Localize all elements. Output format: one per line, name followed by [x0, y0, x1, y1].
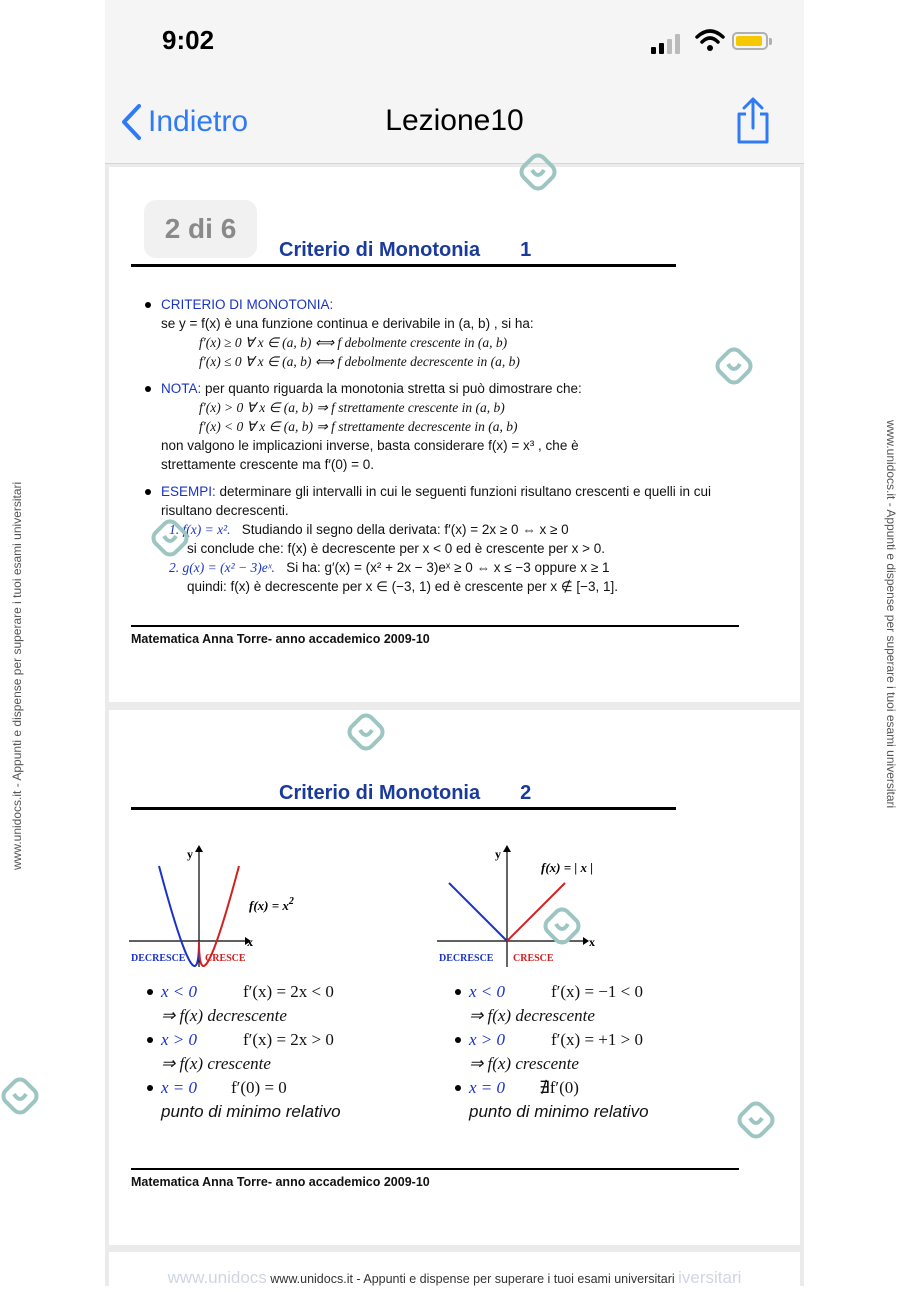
criterio-block: [143, 295, 743, 371]
slide-footer: Matematica Anna Torre- anno accademico 2009-10: [131, 632, 430, 646]
wifi-icon: [695, 28, 725, 52]
esempi-block: [143, 482, 743, 596]
slide-page-1: [109, 167, 800, 702]
condition: x = 0: [161, 1078, 198, 1097]
watermark-logo-icon: [714, 346, 754, 386]
cresce-label: CRESCE: [513, 953, 554, 964]
criterio-label: CRITERIO DI MONOTONIA:: [161, 297, 334, 312]
nota-line-2: f′(x) < 0 ∀ x ∈ (a, b) ⇒ f strettamente decrescente in (a, b): [199, 419, 518, 434]
implication: ⇒ f(x) decrescente: [161, 1006, 287, 1025]
back-label: Indietro: [148, 105, 249, 138]
criterio-intro: se y = f(x) è una funzione continua e derivabile in (a, b) , si ha:: [161, 316, 534, 331]
battery-icon: [732, 32, 768, 50]
nota-line-1: f′(x) > 0 ∀ x ∈ (a, b) ⇒ f strettamente crescente in (a, b): [199, 400, 505, 415]
slide-body: [143, 295, 743, 604]
nota-text: per quanto riguarda la monotonia stretta si può dimostrare che:: [205, 381, 582, 396]
example-2-conclusion: quindi: f(x) è decrescente per x ∈ (−3, 1) ed è crescente per x ∉ [−3, 1].: [187, 579, 618, 594]
implication: ⇒ f(x) crescente: [161, 1054, 271, 1073]
nota-block: [143, 379, 743, 474]
cresce-label: CRESCE: [205, 953, 246, 964]
derivative: f′(x) = −1 < 0: [551, 982, 643, 1001]
example-2-function: 2. g(x) = (x² − 3)eˣ.: [169, 560, 275, 575]
chevron-left-icon: [120, 103, 142, 141]
derivative: f′(x) = 2x < 0: [243, 982, 334, 1001]
implication: ⇒ f(x) crescente: [469, 1054, 579, 1073]
criterio-line-2: f′(x) ≤ 0 ∀ x ∈ (a, b) ⟺ f debolmente decrescente in (a, b): [199, 354, 520, 369]
derivative: f′(x) = 2x > 0: [243, 1030, 334, 1049]
example-1-text: Studiando il segno della derivata: f′(x) = 2x ≥ 0 ⇔ x ≥ 0: [241, 522, 569, 537]
esempi-label: ESEMPI:: [161, 484, 216, 499]
title-rule: [131, 264, 676, 267]
y-axis-label: y: [187, 847, 193, 861]
footer-rule: [131, 1168, 739, 1170]
condition: x = 0: [469, 1078, 506, 1097]
derivative: f′(x) = +1 > 0: [551, 1030, 643, 1049]
phone-screen: [105, 0, 804, 1286]
criterio-line-1: f′(x) ≥ 0 ∀ x ∈ (a, b) ⟺ f debolmente crescente in (a, b): [199, 335, 508, 350]
condition: x < 0: [469, 982, 506, 1001]
slide-footer: Matematica Anna Torre- anno accademico 2009-10: [131, 1175, 430, 1189]
watermark-logo-icon: [150, 518, 190, 558]
function-label: $f(x) = x^2$: [249, 896, 294, 913]
slide-page-2: [109, 710, 800, 1245]
watermark-bottom: www.unidocs www.unidocs.it - Appunti e dispense per superare i tuoi esami universitari iversitari: [167, 1268, 742, 1287]
slide-title: Criterio di Monotonia 1: [279, 239, 532, 261]
left-derivative-list: [145, 980, 341, 1124]
page-indicator: 2 di 6: [144, 200, 257, 258]
decresce-label: DECRESCE: [131, 953, 186, 964]
condition: x < 0: [161, 982, 198, 1001]
watermark-logo-icon: [346, 712, 386, 752]
back-button[interactable]: [120, 103, 248, 141]
nota-label: NOTA:: [161, 381, 202, 396]
condition: x > 0: [469, 1030, 506, 1049]
decresce-label: DECRESCE: [439, 953, 494, 964]
watermark-left: www.unidocs.it - Appunti e dispense per superare i tuoi esami universitari: [10, 481, 24, 870]
implication: punto di minimo relativo: [469, 1102, 649, 1121]
x-axis-label: x: [589, 935, 595, 949]
x-axis-label: x: [247, 935, 253, 949]
status-time: 9:02: [162, 25, 215, 55]
esempi-text: determinare gli intervalli in cui le seguenti funzioni risultano crescenti e quelli in cui risultano decrescenti.: [161, 484, 712, 518]
nota-end-2: strettamente crescente ma f′(0) = 0.: [161, 457, 374, 472]
footer-rule: [131, 625, 739, 627]
title-rule: [131, 807, 676, 810]
watermark-logo-icon: [0, 1076, 40, 1116]
implication: ⇒ f(x) decrescente: [469, 1006, 595, 1025]
watermark-logo-icon: [736, 1100, 776, 1140]
slide-title: Criterio di Monotonia 2: [279, 782, 532, 804]
watermark-logo-icon: [542, 906, 582, 946]
example-1-conclusion: si conclude che: f(x) è decrescente per x < 0 ed è crescente per x > 0.: [187, 541, 605, 556]
abs-value-graph: [437, 842, 647, 967]
derivative: f′(0) = 0: [231, 1078, 287, 1097]
battery-cap: [769, 38, 772, 45]
page-title: Lezione10: [385, 104, 524, 137]
example-2-text: Si ha: g′(x) = (x² + 2x − 3)eˣ ≥ 0 ⇔ x ≤ −3 oppure x ≥ 1: [286, 560, 610, 575]
watermark-logo-icon: [518, 152, 558, 192]
implication: punto di minimo relativo: [161, 1102, 341, 1121]
example-1-function: 1. f(x) = x².: [169, 522, 231, 537]
watermark-right: www.unidocs.it - Appunti e dispense per superare i tuoi esami universitari: [884, 420, 898, 809]
function-label: f(x) = | x |: [541, 860, 594, 875]
nota-end-1: non valgono le implicazioni inverse, basta considerare f(x) = x³ , che è: [161, 438, 579, 453]
navigation-bar: [105, 0, 804, 164]
y-axis-label: y: [495, 847, 501, 861]
right-derivative-list: [453, 980, 649, 1124]
share-icon[interactable]: [733, 96, 773, 146]
parabola-graph: [129, 842, 339, 967]
derivative: ∄f′(0): [539, 1078, 579, 1097]
signal-icon: [651, 30, 691, 54]
condition: x > 0: [161, 1030, 198, 1049]
